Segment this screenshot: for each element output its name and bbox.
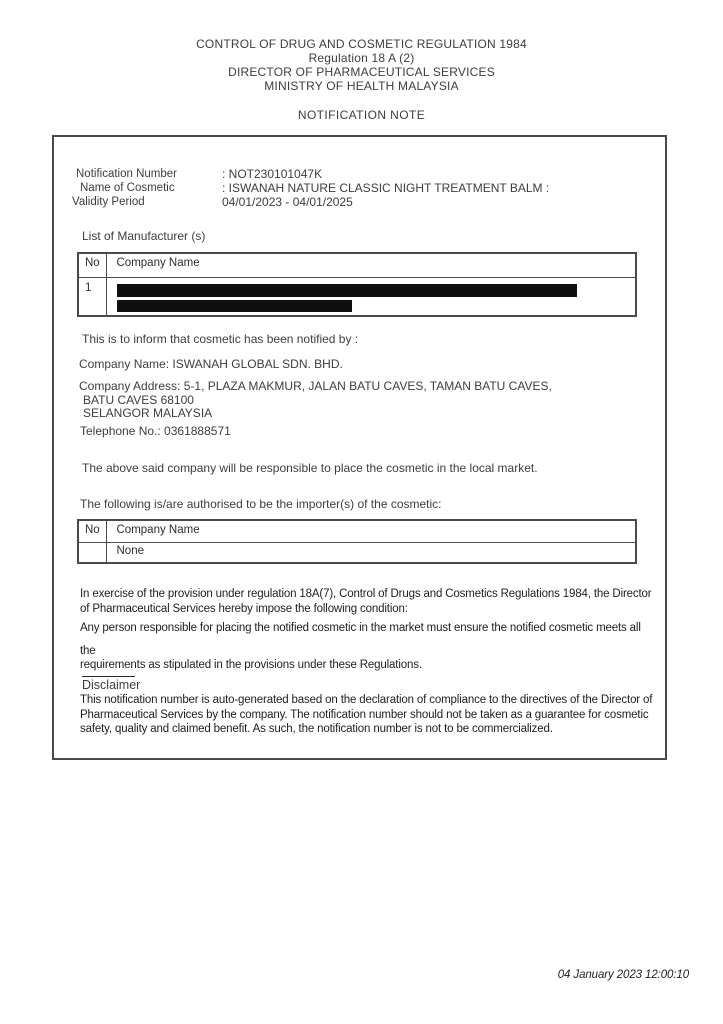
importer-row — [78, 542, 636, 563]
notification-number-value: : NOT230101047K — [222, 167, 323, 181]
letterhead-line-1: CONTROL OF DRUG AND COSMETIC REGULATION 1984 — [196, 37, 527, 51]
content-box — [52, 135, 667, 760]
manufacturer-row-no: 1 — [78, 277, 106, 316]
condition-line-5: requirements as stipulated in the provisions under these Regulations. — [80, 659, 422, 671]
disclaimer-line-1: This notification number is auto-generated based on the declaration of compliance to the directives of the Director of — [80, 694, 653, 706]
document-title: NOTIFICATION NOTE — [297, 108, 426, 122]
disclaimer-divider — [82, 676, 135, 677]
importer-row-name: None — [106, 542, 636, 563]
manufacturers-col-no: No — [78, 253, 106, 277]
disclaimer-line-2: Pharmaceutical Services by the company. The notification number should not be taken as a guarantee for cosmetic — [80, 709, 649, 721]
company-address-line-2: BATU CAVES 68100 — [83, 393, 194, 407]
company-address-line-3: SELANGOR MALAYSIA — [83, 406, 213, 420]
notified-by-intro: This is to inform that cosmetic has been notified by : — [82, 332, 359, 346]
manufacturers-section-title: List of Manufacturer (s) — [82, 229, 206, 243]
redaction-bar-2 — [117, 300, 352, 312]
manufacturers-col-name: Company Name — [106, 253, 636, 277]
disclaimer-title: Disclaimer — [82, 678, 141, 692]
company-address-line-1: Company Address: 5-1, PLAZA MAKMUR, JALAN BATU CAVES, TAMAN BATU CAVES, — [79, 379, 552, 393]
importers-intro: The following is/are authorised to be the importer(s) of the cosmetic: — [80, 497, 442, 511]
importers-header-row — [78, 520, 636, 542]
validity-period-value: 04/01/2023 - 04/01/2025 — [222, 195, 353, 209]
cosmetic-name-value: : ISWANAH NATURE CLASSIC NIGHT TREATMENT BALM : — [222, 181, 550, 195]
manufacturer-row — [78, 277, 636, 316]
manufacturer-row-name — [106, 277, 636, 316]
condition-line-2: of Pharmaceutical Services hereby impose the following condition: — [80, 603, 408, 615]
condition-line-1: In exercise of the provision under regulation 18A(7), Control of Drugs and Cosmetics Regulations 1984, the Director — [80, 588, 652, 600]
importers-col-name: Company Name — [106, 520, 636, 542]
company-name: Company Name: ISWANAH GLOBAL SDN. BHD. — [79, 357, 343, 371]
letterhead-line-4: MINISTRY OF HEALTH MALAYSIA — [264, 79, 459, 93]
manufacturers-table — [77, 252, 637, 317]
manufacturers-header-row — [78, 253, 636, 277]
footer-timestamp: 04 January 2023 12:00:10 — [557, 969, 689, 981]
cosmetic-name-label: Name of Cosmetic — [80, 182, 175, 194]
importers-table — [77, 519, 637, 564]
importers-col-no: No — [78, 520, 106, 542]
disclaimer-line-3: safety, quality and claimed benefit. As such, the notification number is not to be commercialized. — [80, 723, 553, 735]
notification-number-label: Notification Number — [76, 168, 177, 180]
letterhead-line-3: DIRECTOR OF PHARMACEUTICAL SERVICES — [228, 65, 495, 79]
condition-line-3: Any person responsible for placing the notified cosmetic in the market must ensure the notified cosmetic meets all — [80, 622, 641, 634]
redaction-bar-1 — [117, 284, 577, 297]
letterhead-line-2: Regulation 18 A (2) — [308, 51, 415, 65]
validity-period-label: Validity Period — [72, 196, 145, 208]
condition-line-4: the — [80, 645, 96, 657]
responsibility-statement: The above said company will be responsible to place the cosmetic in the local market. — [82, 461, 538, 475]
telephone-number: Telephone No.: 0361888571 — [80, 424, 231, 438]
importer-row-no — [78, 542, 106, 563]
letterhead — [0, 37, 723, 93]
